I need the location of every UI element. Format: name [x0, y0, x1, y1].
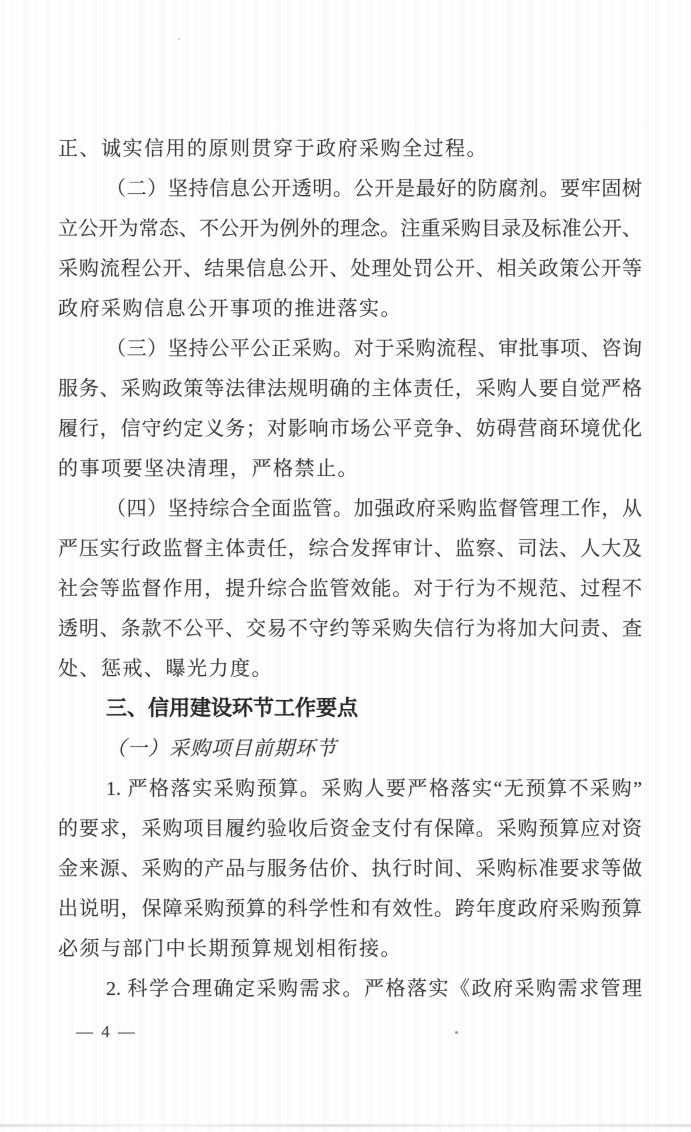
scan-speck: [178, 38, 180, 40]
text-line: 2. 科学合理确定采购需求。严格落实《政府采购需求管理: [106, 978, 642, 1000]
text-line: 立公开为常态、不公开为例外的理念。注重采购目录及标准公开、: [58, 218, 642, 240]
text-line: 严压实行政监督主体责任，综合发挥审计、监察、司法、人大及: [58, 538, 642, 560]
text-line: 三、信用建设环节工作要点: [106, 697, 358, 720]
page-number: — 4 —: [76, 1022, 137, 1041]
text-line: （四）坚持综合全面监管。加强政府采购监督管理工作，从: [106, 498, 642, 520]
text-line: 采购流程公开、结果信息公开、处理处罚公开、相关政策公开等: [58, 258, 642, 280]
text-line: （二）坚持信息公开透明。公开是最好的防腐剂。要牢固树: [106, 178, 642, 200]
text-line: 金来源、采购的产品与服务估价、执行时间、采购标准要求等做: [58, 858, 642, 880]
text-line: 政府采购信息公开事项的推进落实。: [58, 298, 402, 320]
text-line: 社会等监督作用，提升综合监管效能。对于行为不规范、过程不: [58, 578, 642, 600]
scan-speck: [455, 1031, 458, 1034]
text-line: （一）采购项目前期环节: [106, 738, 337, 760]
text-line: 处、惩戒、曝光力度。: [58, 658, 273, 680]
scan-edge: [0, 1124, 691, 1127]
text-line: （三）坚持公平公正采购。对于采购流程、审批事项、咨询: [106, 338, 642, 360]
text-line: 1. 严格落实采购预算。采购人要严格落实“无预算不采购”: [106, 778, 642, 800]
text-line: 服务、采购政策等法律法规明确的主体责任，采购人要自觉严格: [58, 378, 642, 400]
text-line: 的事项要坚决清理，严格禁止。: [58, 458, 359, 480]
text-line: 履行，信守约定义务；对影响市场公平竞争、妨碍营商环境优化: [58, 418, 642, 440]
text-line: 正、诚实信用的原则贯穿于政府采购全过程。: [58, 138, 488, 160]
text-line: 必须与部门中长期预算规划相衔接。: [58, 938, 402, 960]
text-line: 的要求，采购项目履约验收后资金支付有保障。采购预算应对资: [58, 818, 642, 840]
text-line: 透明、条款不公平、交易不守约等采购失信行为将加大问责、查: [58, 618, 642, 640]
text-line: 出说明，保障采购预算的科学性和有效性。跨年度政府采购预算: [58, 898, 642, 920]
document-body: [58, 129, 642, 1009]
